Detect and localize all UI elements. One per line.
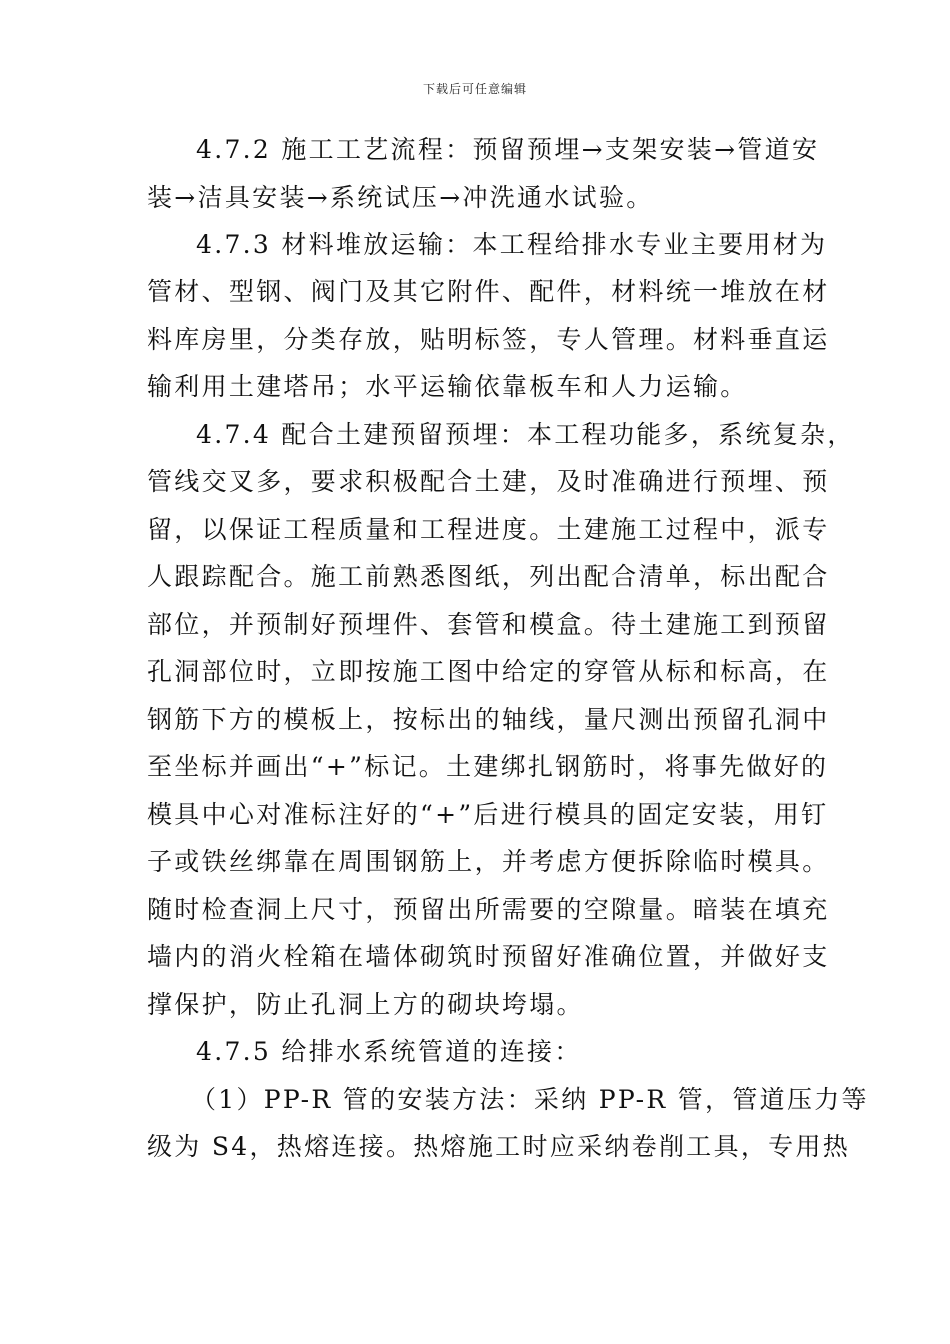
paragraph-line: 装→洁具安装→系统试压→冲洗通水试验。 — [147, 183, 654, 212]
paragraph-line: 级为 S4，热熔连接。热熔施工时应采纳卷削工具，专用热 — [147, 1132, 851, 1161]
paragraph-line: 孔洞部位时，立即按施工图中给定的穿管从标和标高，在 — [147, 657, 830, 686]
paragraph-line: 墙内的消火栓箱在墙体砌筑时预留好准确位置，并做好支 — [147, 942, 830, 971]
paragraph-line: 料库房里，分类存放，贴明标签，专人管理。材料垂直运 — [147, 325, 830, 354]
paragraph-line: 输利用土建塔吊；水平运输依靠板车和人力运输。 — [147, 372, 748, 401]
paragraph-line: 4.7.4 配合土建预留预埋：本工程功能多，系统复杂， — [196, 420, 855, 449]
paragraph-line: 4.7.2 施工工艺流程：预留预埋→支架安装→管道安 — [196, 135, 820, 164]
paragraph-line: 管材、型钢、阀门及其它附件、配件，材料统一堆放在材 — [147, 277, 830, 306]
paragraph-line: 至坐标并画出“+”标记。土建绑扎钢筋时，将事先做好的 — [147, 752, 829, 781]
paragraph-line: 钢筋下方的模板上，按标出的轴线，量尺测出预留孔洞中 — [147, 705, 830, 734]
paragraph-line: 子或铁丝绑靠在周围钢筋上，并考虑方便拆除临时模具。 — [147, 847, 830, 876]
paragraph-line: 留，以保证工程质量和工程进度。土建施工过程中，派专 — [147, 515, 830, 544]
paragraph-line: 模具中心对准标注好的“+”后进行模具的固定安装，用钉 — [147, 800, 829, 829]
paragraph-line: 撑保护，防止孔洞上方的砌块垮塌。 — [147, 990, 584, 1019]
paragraph-line: 人跟踪配合。施工前熟悉图纸，列出配合清单，标出配合 — [147, 562, 830, 591]
page-header: 下载后可任意编辑 — [422, 82, 527, 96]
paragraph-line: 随时检查洞上尺寸，预留出所需要的空隙量。暗装在填充 — [147, 895, 830, 924]
section-heading: 4.7.5 给排水系统管道的连接： — [196, 1037, 582, 1066]
paragraph-line: （1）PP-R 管的安装方法：采纳 PP-R 管，管道压力等 — [191, 1085, 869, 1114]
paragraph-line: 部位，并预制好预埋件、套管和模盒。待土建施工到预留 — [147, 610, 830, 639]
paragraph-line: 4.7.3 材料堆放运输：本工程给排水专业主要用材为 — [196, 230, 828, 259]
paragraph-line: 管线交叉多，要求积极配合土建，及时准确进行预埋、预 — [147, 467, 830, 496]
